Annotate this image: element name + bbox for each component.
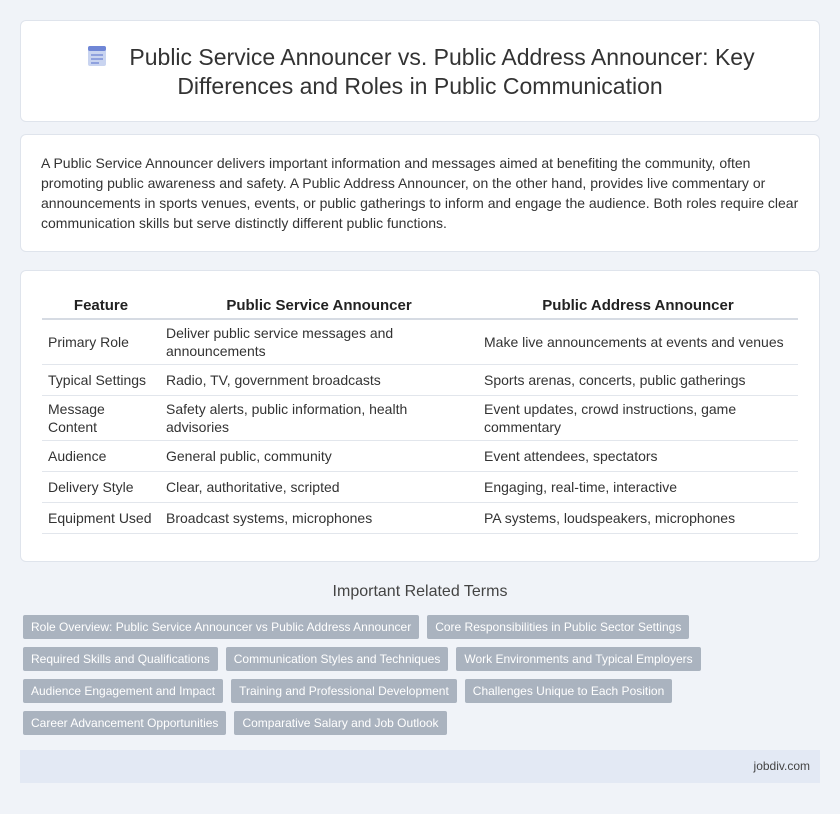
table-cell: PA systems, loudspeakers, microphones <box>478 503 798 534</box>
page-title-wrap <box>21 43 819 101</box>
related-terms-list <box>23 615 803 743</box>
table-cell: Audience <box>42 441 160 472</box>
related-term-tag[interactable]: Communication Styles and Techniques <box>226 647 449 671</box>
page-title: Public Service Announcer vs. Public Address Announcer: Key Differences and Roles in Public Communication <box>129 44 755 99</box>
intro-card <box>20 134 820 252</box>
header-feature: Feature <box>42 293 160 320</box>
table-row <box>42 365 798 396</box>
table-row <box>42 441 798 472</box>
table-cell: Safety alerts, public information, health advisories <box>160 396 478 441</box>
table-row <box>42 472 798 503</box>
related-term-tag[interactable]: Comparative Salary and Job Outlook <box>234 711 446 735</box>
table-cell: Deliver public service messages and announcements <box>160 320 478 365</box>
table-cell: Event updates, crowd instructions, game commentary <box>478 396 798 441</box>
title-card <box>20 20 820 122</box>
intro-paragraph: A Public Service Announcer delivers important information and messages aimed at benefiting the community, often promoting public awareness and safety. A Public Address Announcer, on the other hand, provides live commentary or announcements in sports venues, events, or public gatherings to inform and engage the audience. Both roles require clear communication skills but serve distinctly different public functions. <box>41 155 799 231</box>
comparison-table <box>42 293 798 534</box>
table-cell: Engaging, real-time, interactive <box>478 472 798 503</box>
comparison-card <box>20 270 820 562</box>
footer <box>20 750 820 783</box>
related-term-tag[interactable]: Audience Engagement and Impact <box>23 679 223 703</box>
table-cell: Delivery Style <box>42 472 160 503</box>
table-cell: Broadcast systems, microphones <box>160 503 478 534</box>
related-term-tag[interactable]: Work Environments and Typical Employers <box>456 647 700 671</box>
table-cell: Radio, TV, government broadcasts <box>160 365 478 396</box>
header-public-service-announcer: Public Service Announcer <box>160 293 478 320</box>
related-term-tag[interactable]: Training and Professional Development <box>231 679 457 703</box>
table-cell: Make live announcements at events and venues <box>478 320 798 365</box>
table-row <box>42 503 798 534</box>
header-public-address-announcer: Public Address Announcer <box>478 293 798 320</box>
footer-site-link[interactable]: jobdiv.com <box>753 759 810 773</box>
related-terms-title: Important Related Terms <box>332 583 508 600</box>
table-row <box>42 320 798 365</box>
table-cell: Sports arenas, concerts, public gatherings <box>478 365 798 396</box>
document-icon <box>85 44 109 68</box>
table-cell: Equipment Used <box>42 503 160 534</box>
table-cell: General public, community <box>160 441 478 472</box>
related-term-tag[interactable]: Challenges Unique to Each Position <box>465 679 672 703</box>
related-term-tag[interactable]: Role Overview: Public Service Announcer vs Public Address Announcer <box>23 615 419 639</box>
table-cell: Message Content <box>42 396 160 441</box>
table-row <box>42 396 798 441</box>
table-cell: Clear, authoritative, scripted <box>160 472 478 503</box>
table-cell: Event attendees, spectators <box>478 441 798 472</box>
related-term-tag[interactable]: Required Skills and Qualifications <box>23 647 218 671</box>
table-cell: Typical Settings <box>42 365 160 396</box>
table-cell: Primary Role <box>42 320 160 365</box>
related-term-tag[interactable]: Career Advancement Opportunities <box>23 711 226 735</box>
related-term-tag[interactable]: Core Responsibilities in Public Sector Settings <box>427 615 689 639</box>
table-header-row <box>42 293 798 320</box>
